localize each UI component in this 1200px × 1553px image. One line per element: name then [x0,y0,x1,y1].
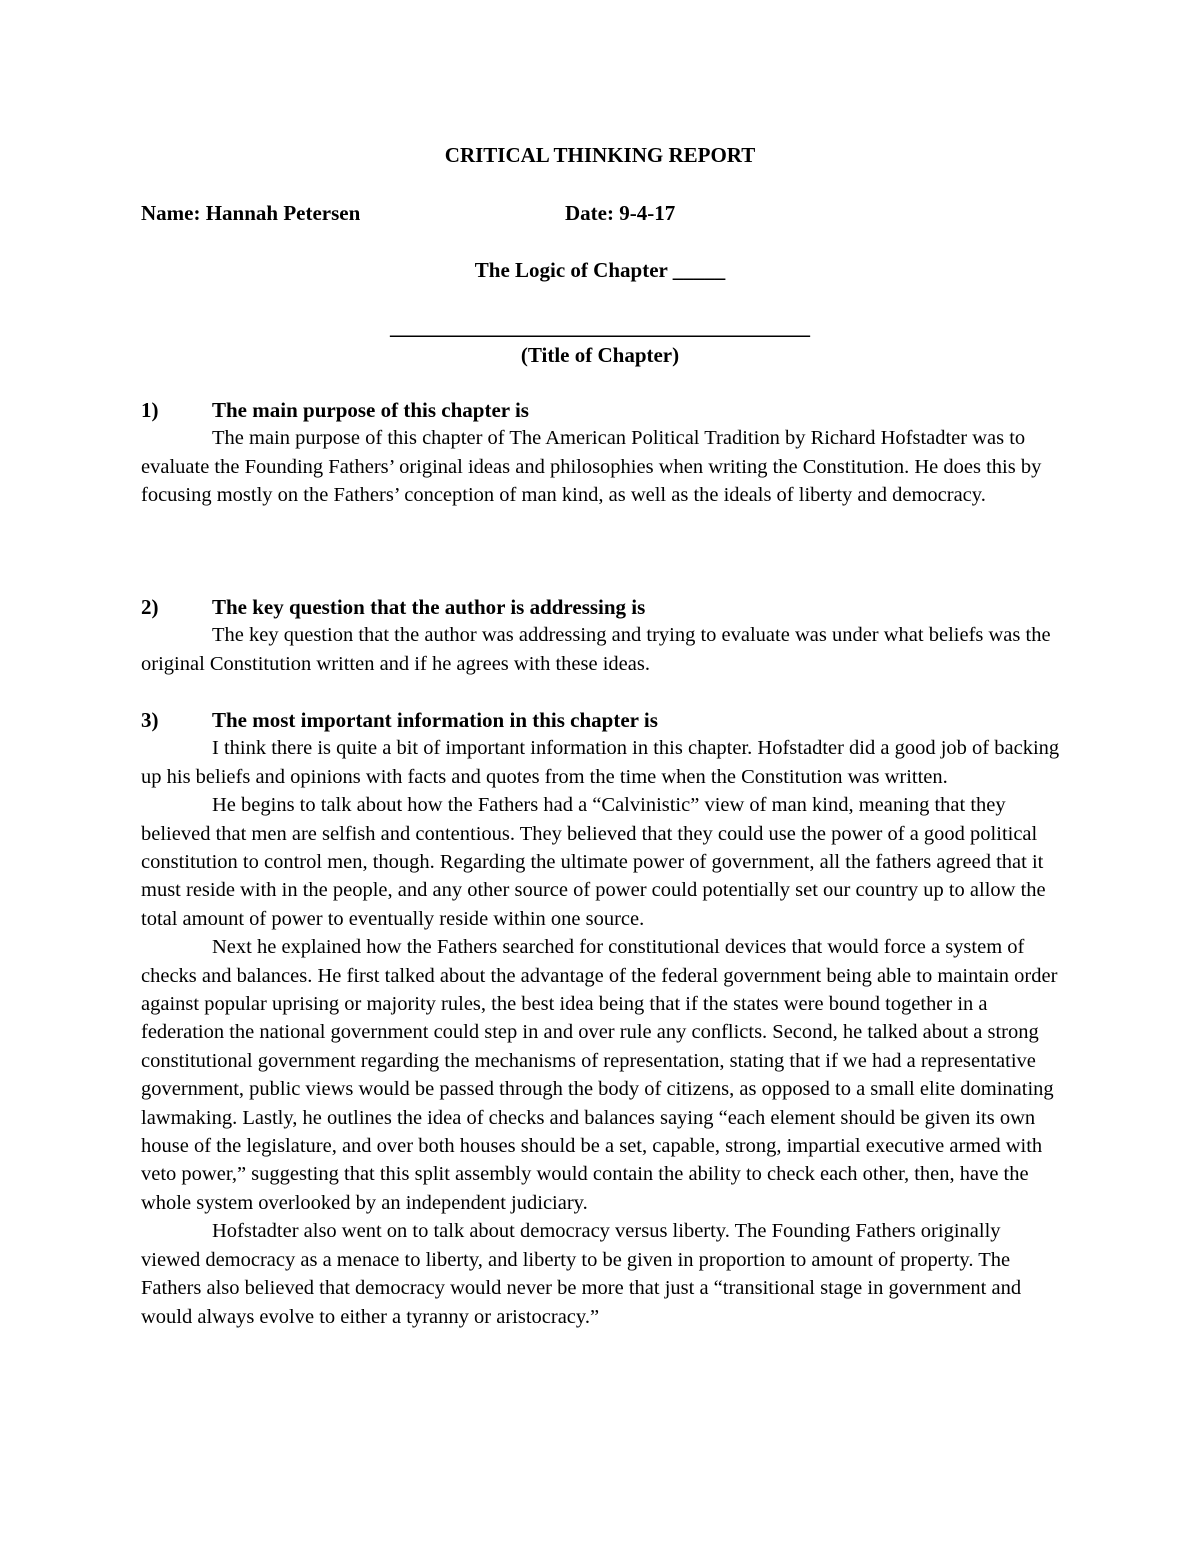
report-title: CRITICAL THINKING REPORT [444,143,756,167]
chapter-title-label: (Title of Chapter) [520,343,680,367]
section-heading-text: The main purpose of this chapter is [212,398,529,422]
paragraph: He begins to talk about how the Fathers had a “Calvinistic” view of man kind, meaning that they believed that men are selfish and contentious. They believed that they could use the power of a good political constitution to control men, though. Regarding the ultimate power of government, all the fathers agreed that it must reside with in the people, and any other source of power could potentially set our country up to allow the total amount of power to eventually reside within one source. [141,794,1046,930]
section-important-information [141,706,1061,1331]
section-heading [141,593,1061,621]
paragraph: I think there is quite a bit of important information in this chapter. Hofstadter did a good job of backing up his beliefs and opinions with facts and quotes from the time when the Constitution was written. [141,737,1060,788]
section-heading-text: The most important information in this chapter is [212,708,658,732]
section-heading-text: The key question that the author is addressing is [212,595,646,619]
section-number: 1) [141,398,159,422]
section-main-purpose [141,396,1061,510]
paragraph: The main purpose of this chapter of The American Political Tradition by Richard Hofstadter was to evaluate the Founding Fathers’ original ideas and philosophies when writing the Constitution. He does this by focusing mostly on the Fathers’ conception of man kind, as well as the ideals of liberty and democracy. [141,427,1042,507]
chapter-logic-line: The Logic of Chapter _____ [474,258,726,282]
chapter-title-blank: ________________________________________ [390,315,810,339]
student-name: Name: Hannah Petersen [141,201,361,225]
report-date: Date: 9-4-17 [565,201,676,225]
section-key-question [141,593,1061,678]
section-number: 3) [141,708,159,732]
paragraph: Next he explained how the Fathers searched for constitutional devices that would force a system of checks and balances. He first talked about the advantage of the federal government being able to maintain order against popular uprising or majority rules, the best idea being that if the states were bound together in a federation the national government could step in and over rule any conflicts. Second, he talked about a strong constitutional government regarding the mechanisms of representation, stating that if we had a representative government, public views would be passed through the body of citizens, as opposed to a small elite dominating lawmaking. Lastly, he outlines the idea of checks and balances saying “each element should be given its own house of the legislature, and over both houses should be a set, capable, strong, impartial executive armed with veto power,” suggesting that this split assembly would contain the ability to check each other, then, have the whole system overlooked by an independent judiciary. [141,936,1058,1214]
section-number: 2) [141,595,159,619]
paragraph: The key question that the author was addressing and trying to evaluate was under what beliefs was the original Constitution written and if he agrees with these ideas. [141,624,1051,675]
section-heading [141,706,1061,734]
paragraph: Hofstadter also went on to talk about democracy versus liberty. The Founding Fathers originally viewed democracy as a menace to liberty, and liberty to be given in proportion to amount of property. The Fathers also believed that democracy would never be more that just a “transitional stage in government and would always evolve to either a tyranny or aristocracy.” [141,1220,1022,1328]
section-heading [141,396,1061,424]
